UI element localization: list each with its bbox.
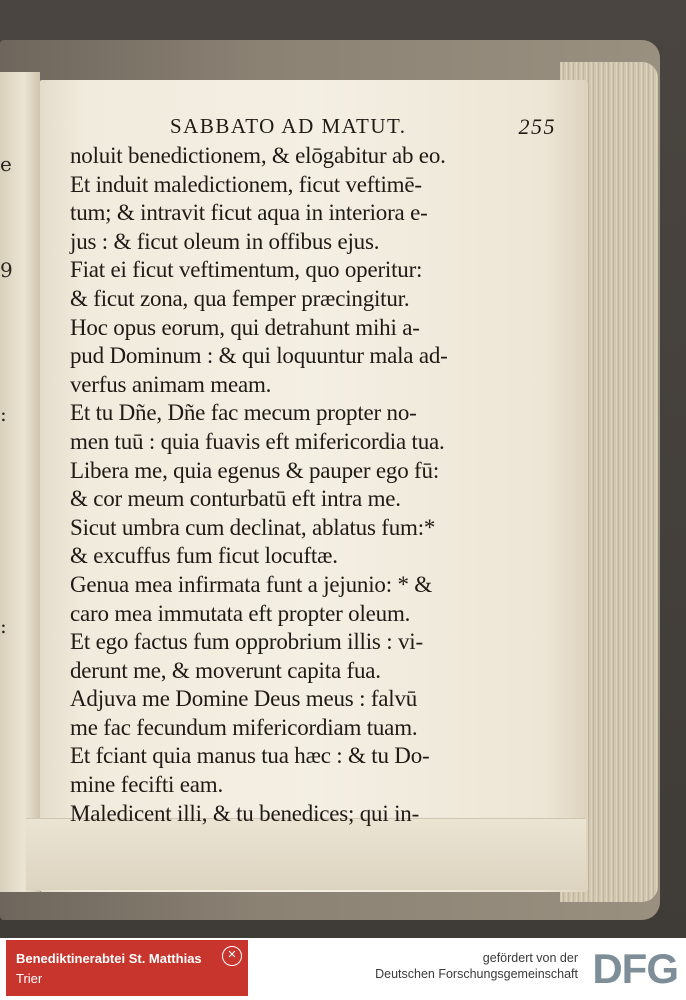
text-line: Sicut umbra cum declinat, ablatus fum:* [70,514,436,540]
library-city: Trier [16,971,43,986]
text-line: pud Dominum : & qui loquuntur mala ad- [70,343,448,369]
library-logo-icon: ✕ [222,946,242,966]
page-bottom-strip [26,818,586,890]
text-line: verfus animam meam. [70,371,272,397]
text-line: Hoc opus eorum, qui detrahunt mihi a- [70,314,420,340]
page-number: 255 [518,114,556,139]
text-line: Genua mea infirmata funt a jejunio: * & [70,571,432,597]
left-mark: 9 [0,258,13,282]
footer-bar [0,938,686,1000]
dfg-logo[interactable]: DFG [592,945,678,992]
text-line: derunt me, & moverunt capita fua. [70,657,381,683]
text-line: noluit benedictionem, & elōgabitur ab eo. [70,143,446,168]
text-line: Et ego factus fum opprobrium illis : vi- [70,629,423,655]
text-line: Maledicent illi, & tu benedices; qui in- [70,800,420,826]
running-head-title: SABBATO AD MATUT. [170,114,407,138]
text-line: Et fciant quia manus tua hæc : & tu Do- [70,743,430,769]
text-line: Et induit maledictionem, ficut veftimē- [70,171,422,197]
text-line: Adjuva me Domine Deus meus : falvū [70,686,418,712]
text-line: caro mea immutata eft propter oleum. [70,600,411,626]
left-mark: : [0,402,7,426]
funder-line-2: Deutschen Forschungsgemeinschaft [375,967,578,981]
text-line: jus : & ficut oleum in offibus ejus. [70,228,380,254]
text-line: & excuffus fum ficut locuftæ. [70,543,338,569]
text-lines [70,142,556,828]
text-line: tum; & intravit ficut aqua in interiora e- [70,200,428,226]
page-text [70,112,556,828]
library-badge[interactable] [6,940,248,996]
left-mark: : [0,614,7,638]
left-mark: e [0,152,12,176]
running-head [70,112,556,142]
text-line: & cor meum conturbatū eft intra me. [70,486,401,512]
text-line: men tuū : quia fuavis eft mifericordia tua. [70,428,445,454]
text-line: Fiat ei ficut veftimentum, quo operitur: [70,257,423,283]
text-line: me fac fecundum mifericordiam tuam. [70,714,418,740]
funder-line-1: gefördert von der [482,951,578,965]
text-line: mine fecifti eam. [70,772,224,798]
text-line: & ficut zona, qua femper præcingitur. [70,285,410,311]
text-line: Et tu Dñe, Dñe fac mecum propter no- [70,400,417,426]
text-line: Libera me, quia egenus & pauper ego fū: [70,457,440,483]
left-page-marks [0,72,14,892]
funder-text [375,950,578,982]
library-name: Benediktinerabtei St. Matthias [16,951,202,966]
